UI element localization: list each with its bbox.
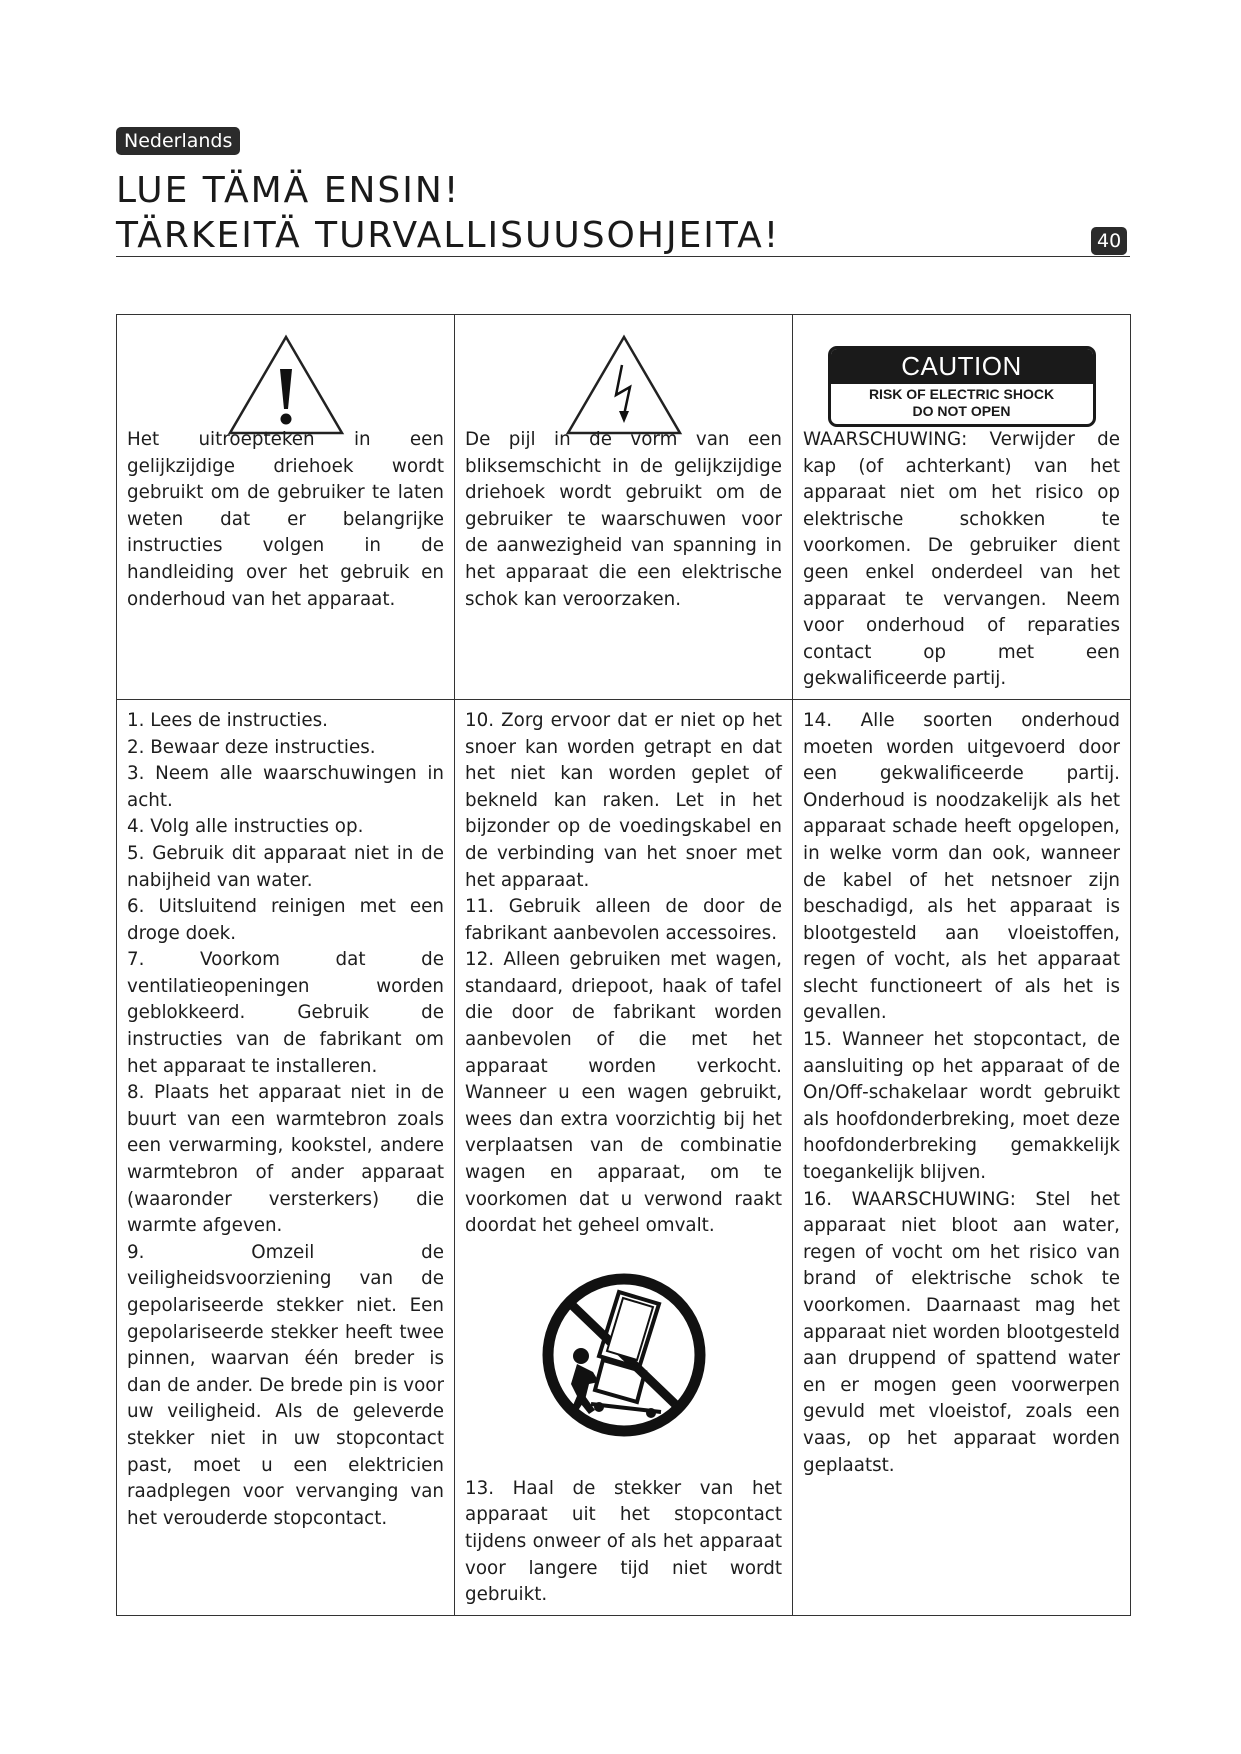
- list-item: 8. Plaats het apparaat niet in de buurt van een warmtebron zoals een verwarming, kookstel, andere warmtebron of ander apparaat (waaronder versterkers) die warmte afgeven.: [127, 1082, 444, 1237]
- exclamation-description: Het uitroepteken in een gelijkzijdige driehoek wordt gebruikt om de gebruiker te laten weten dat er belangrijke instructies volgen in de handleiding over het gebruik en onderhoud van het apparaat.: [127, 429, 444, 610]
- list-item: 15. Wanneer het stopcontact, de aansluiting op het apparaat of de On/Off-schakelaar wordt gebruikt als hoofdonderbreking, moet deze hoofdonderbreking gemakkelijk toegankelijk blijven.: [803, 1029, 1120, 1184]
- caution-description: WAARSCHUWING: Verwijder de kap (of achterkant) van het apparaat niet om het risico op elektrische schokken te voorkomen. De gebruiker dient geen enkel onderdeel van het apparaat te vervangen. Neem voor onderhoud of reparaties contact op met een gekwalificeerde partij.: [803, 429, 1120, 690]
- page-number-badge: 40: [1091, 227, 1127, 255]
- list-item: 2. Bewaar deze instructies.: [127, 736, 376, 758]
- symbol-cell-lightning: [455, 315, 793, 700]
- symbol-cell-caution: [793, 315, 1131, 700]
- list-item: 16. WAARSCHUWING: Stel het apparaat niet bloot aan water, regen of vocht om het risico van brand of elektrische schok te voorkomen. Daarnaast mag het apparaat niet worden blootgesteld aan druppend of spattend water en er mogen geen voorwerpen gevuld met vloeistof, zoals een vaas, op het apparaat worden geplaatst.: [803, 1188, 1120, 1476]
- cart-tip-over-warning-icon: [541, 1272, 707, 1438]
- caution-heading: CAUTION: [831, 349, 1093, 384]
- list-item: 4. Volg alle instructies op.: [127, 816, 364, 838]
- list-item: 14. Alle soorten onderhoud moeten worden uitgevoerd door een gekwalificeerde partij. Onderhoud is noodzakelijk als het apparaat schade heeft opgelopen, in welke vorm dan ook, wanneer de kabel of het netsnoer zijn beschadigd, als het apparaat is blootgesteld aan vloeistoffen, regen of vocht, als het apparaat slecht functioneert of als het is gevallen.: [803, 709, 1120, 1024]
- list-item: 5. Gebruik dit apparaat niet in de nabijheid van water.: [127, 842, 444, 891]
- list-item: 1. Lees de instructies.: [127, 709, 328, 731]
- list-item: 13. Haal de stekker van het apparaat uit het stopcontact tijdens onweer of als het apparaat voor langere tijd niet wordt gebruikt.: [465, 1477, 782, 1606]
- list-item: 10. Zorg ervoor dat er niet op het snoer kan worden getrapt en dat het niet kan worden geplet of bekneld kan raken. Let in het bijzonder op de voedingskabel en de verbinding van het snoer met het apparaat.: [465, 709, 782, 891]
- lightning-triangle-icon: [564, 333, 684, 437]
- exclamation-triangle-icon: [226, 333, 346, 437]
- language-badge: Nederlands: [116, 127, 240, 155]
- title-line-2: TÄRKEITÄ TURVALLISUUSOHJEITA!: [116, 215, 781, 256]
- list-item: 3. Neem alle waarschuwingen in acht.: [127, 763, 444, 811]
- caution-line-2: DO NOT OPEN: [912, 403, 1011, 419]
- instructions-column-2: [455, 699, 793, 1615]
- list-item: 7. Voorkom dat de ventilatieopeningen worden geblokkeerd. Gebruik de instructies van de fabrikant om het apparaat te installeren.: [127, 949, 444, 1077]
- title-underline: [116, 256, 1130, 257]
- safety-table: [116, 314, 1131, 1616]
- lightning-description: De pijl in de vorm van een bliksemschicht in de gelijkzijdige driehoek wordt gebruikt om de gebruiker te waarschuwen voor de aanwezigheid van spanning in het apparaat die een elektrische schok kan veroorzaken.: [465, 429, 782, 610]
- instructions-column-3: [793, 699, 1131, 1615]
- caution-line-1: RISK OF ELECTRIC SHOCK: [868, 386, 1055, 402]
- instructions-column-1: [117, 699, 455, 1615]
- list-item: 11. Gebruik alleen de door de fabrikant aanbevolen accessoires.: [465, 896, 782, 944]
- page-title: [116, 168, 780, 258]
- caution-label: [828, 346, 1096, 427]
- list-item: 12. Alleen gebruiken met wagen, standaard, driepoot, haak of tafel die door de fabrikant worden aanbevolen of die met het apparaat worden verkocht. Wanneer u een wagen gebruikt, wees dan extra voorzichtig bij het verplaatsen van de combinatie wagen en apparaat, om te voorkomen dat u verwond raakt doordat het geheel omvalt.: [465, 949, 782, 1237]
- list-item: 6. Uitsluitend reinigen met een droge doek.: [127, 896, 444, 944]
- symbol-cell-exclamation: [117, 315, 455, 700]
- list-item: 9. Omzeil de veiligheidsvoorziening van de gepolariseerde stekker niet. Een gepolariseerde stekker heeft twee pinnen, waarvan één breder is dan de ander. De brede pin is voor uw veiligheid. Als de geleverde stekker niet in uw stopcontact past, moet u een elektricien raadplegen voor vervanging van het verouderde stopcontact.: [127, 1241, 444, 1529]
- title-line-1: LUE TÄMÄ ENSIN!: [116, 170, 461, 211]
